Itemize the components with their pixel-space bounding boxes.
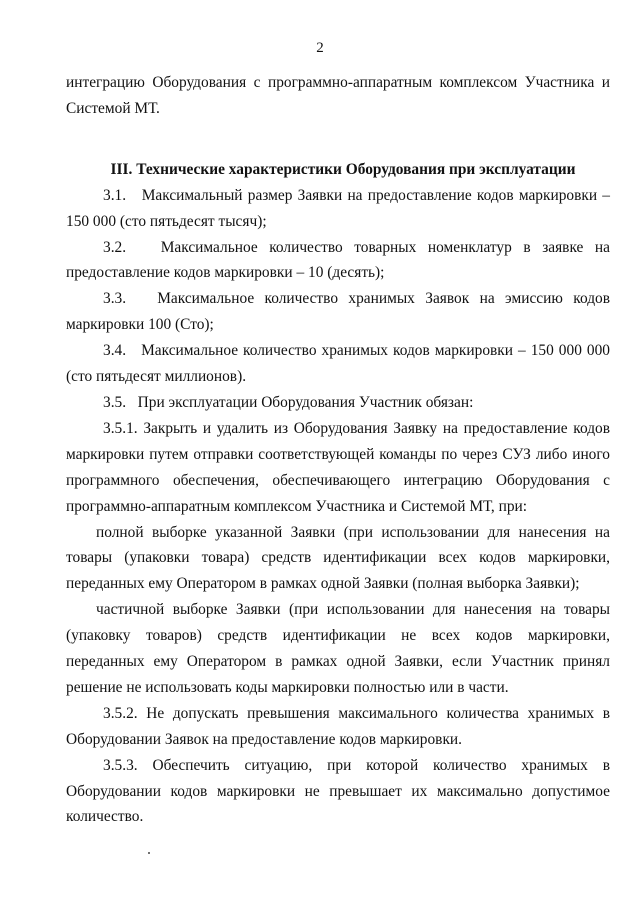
paragraph-3-3: 3.3. Максимальное количество хранимых Заявок на эмиссию кодов маркировки 100 (Сто); (66, 290, 610, 334)
paragraph-3-4: 3.4. Максимальное количество хранимых кодов маркировки – 150 000 000 (сто пятьдесят миллионов). (66, 342, 610, 386)
page-number: 2 (316, 40, 324, 56)
paragraph-3-5: 3.5. При эксплуатации Оборудования Участник обязан: (103, 393, 474, 411)
paragraph-3-1: 3.1. Максимальный размер Заявки на предоставление кодов маркировки – 150 000 (сто пятьдесят тысяч); (66, 186, 610, 230)
spacer (66, 122, 610, 157)
paragraph-3-5-3: 3.5.3. Обеспечить ситуацию, при которой количество хранимых в Оборудовании кодов маркировки не превышает их максимально допустимое количество. (66, 756, 610, 826)
paragraph-3-5-2: 3.5.2. Не допускать превышения максимального количества хранимых в Оборудовании Заявок на предоставление кодов маркировки. (66, 704, 610, 748)
paragraph-full-selection: полной выборке указанной Заявки (при использовании для нанесения на товары (упаковки товара) средств идентификации всех кодов маркировки, переданных ему Оператором в рамках одной Заявки (полная выборка Заявки); (66, 523, 610, 593)
paragraph-intro: интеграцию Оборудования с программно-аппаратным комплексом Участника и Системой МТ. (66, 74, 610, 117)
document-body (66, 70, 610, 830)
section-heading: III. Технические характеристики Оборудования при эксплуатации (110, 160, 576, 178)
paragraph-partial-selection: частичной выборке Заявки (при использовании для нанесения на товары (упаковку товаров) средств идентификации не всех кодов маркировки, переданных ему Оператором в рамках одной Заявки, если Участник принял решение не использовать коды маркировки полностью или в части. (66, 601, 610, 696)
scan-speck (148, 852, 150, 854)
paragraph-3-2: 3.2. Максимальное количество товарных номенклатур в заявке на предоставление кодов маркировки – 10 (десять); (66, 238, 610, 282)
paragraph-3-5-1: 3.5.1. Закрыть и удалить из Оборудования Заявку на предоставление кодов маркировки путем отправки соответствующей команды по через СУЗ либо иного программного обеспечения, обеспечивающего интеграцию Оборудования с программно-аппаратным комплексом Участника и Системой МТ, при: (66, 419, 610, 515)
